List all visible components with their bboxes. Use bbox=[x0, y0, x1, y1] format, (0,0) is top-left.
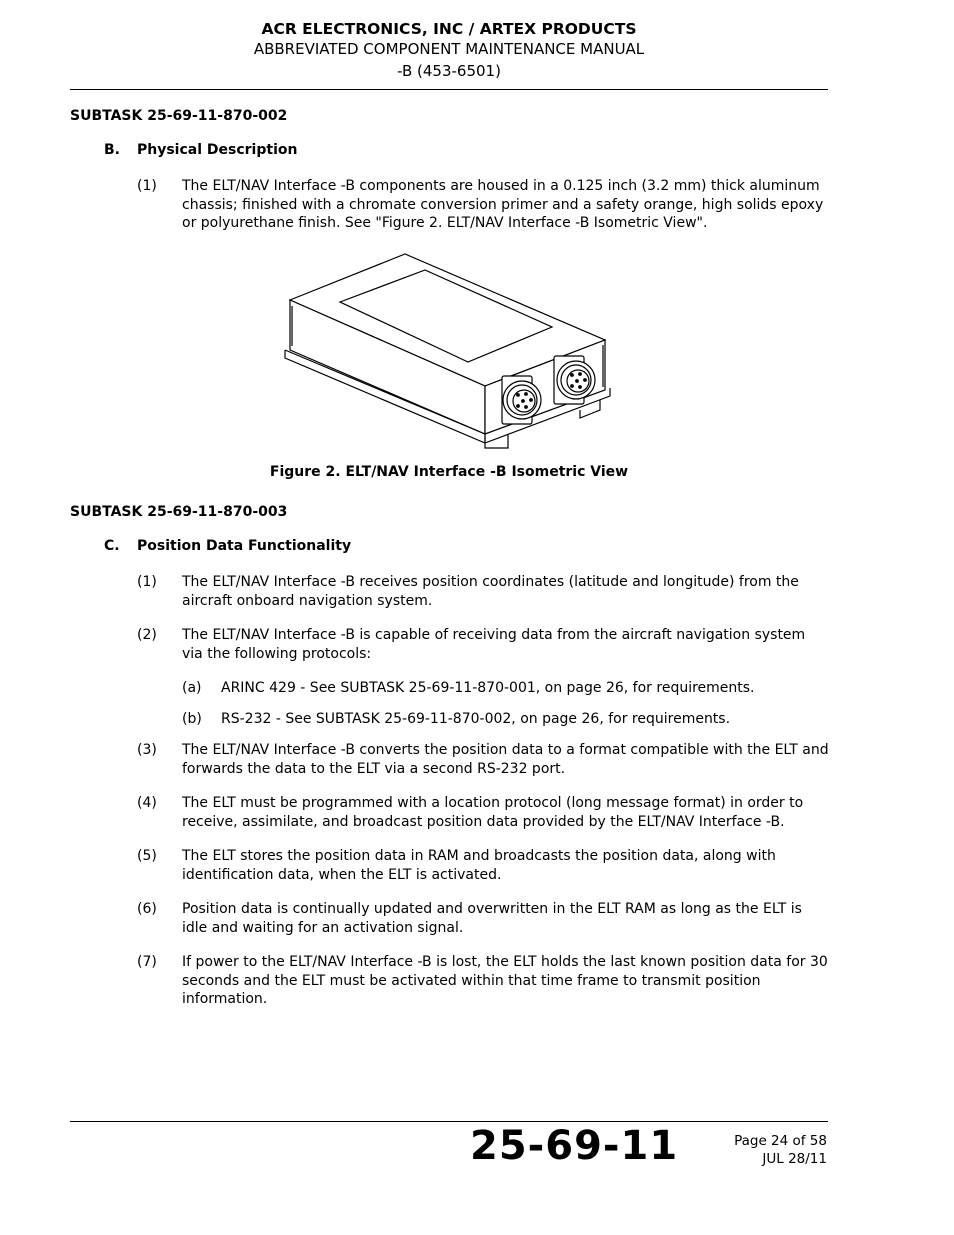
page-number: Page 24 of 58 bbox=[734, 1133, 827, 1149]
item-number: (1) bbox=[137, 178, 157, 194]
subtask-label-b: SUBTASK 25-69-11-870-002 bbox=[70, 108, 288, 124]
item-text: If power to the ELT/NAV Interface -B is lost, the ELT holds the last known position data for 30 seconds and the ELT must be activated within that time frame to transmit position information. bbox=[182, 954, 828, 1007]
ata-chapter-number: 25-69-11 bbox=[470, 1123, 679, 1169]
section-title-b: Physical Description bbox=[137, 142, 298, 158]
item-text: Position data is continually updated and overwritten in the ELT RAM as long as the ELT is idle and waiting for an activation signal. bbox=[182, 901, 802, 936]
item-number: (5) bbox=[137, 848, 157, 864]
item-number: (4) bbox=[137, 795, 157, 811]
item-number: (2) bbox=[137, 627, 157, 643]
subitem-number: (a) bbox=[182, 680, 202, 696]
item-text: The ELT must be programmed with a location protocol (long message format) in order to receive, assimilate, and broadcast position data provided by the ELT/NAV Interface -B. bbox=[182, 795, 804, 830]
subtask-label-c: SUBTASK 25-69-11-870-003 bbox=[70, 504, 288, 520]
item-number: (7) bbox=[137, 954, 157, 970]
subitem-text: RS-232 - See SUBTASK 25-69-11-870-002, on page 26, for requirements. bbox=[221, 711, 731, 727]
item-text: The ELT/NAV Interface -B receives position coordinates (latitude and longitude) from the aircraft onboard navigation system. bbox=[182, 574, 799, 609]
header-part-number: -B (453-6501) bbox=[397, 62, 501, 80]
item-text: The ELT/NAV Interface -B converts the position data to a format compatible with the ELT and forwards the data to the ELT via a second RS-232 port. bbox=[182, 742, 829, 777]
footer-rule bbox=[70, 1121, 828, 1122]
revision-date: JUL 28/11 bbox=[762, 1151, 827, 1167]
section-letter-c: C. bbox=[104, 538, 120, 554]
item-number: (3) bbox=[137, 742, 157, 758]
header-company: ACR ELECTRONICS, INC / ARTEX PRODUCTS bbox=[261, 20, 637, 38]
item-text: The ELT/NAV Interface -B components are housed in a 0.125 inch (3.2 mm) thick aluminum chassis; finished with a chromate conversion primer and a safety orange, high solids epoxy or polyurethane finish. See "Figure 2. ELT/NAV Interface -B Isometric View". bbox=[182, 178, 824, 231]
elt-nav-interface-isometric-figure bbox=[280, 250, 620, 450]
figure-caption: Figure 2. ELT/NAV Interface -B Isometric View bbox=[269, 464, 629, 480]
header-manual-title: ABBREVIATED COMPONENT MAINTENANCE MANUAL bbox=[253, 40, 645, 58]
subitem-text: ARINC 429 - See SUBTASK 25-69-11-870-001, on page 26, for requirements. bbox=[221, 680, 755, 696]
header-rule bbox=[70, 89, 828, 90]
section-title-c: Position Data Functionality bbox=[137, 538, 352, 554]
item-number: (1) bbox=[137, 574, 157, 590]
subitem-number: (b) bbox=[182, 711, 202, 727]
item-text: The ELT/NAV Interface -B is capable of receiving data from the aircraft navigation system via the following protocols: bbox=[182, 627, 806, 662]
item-text: The ELT stores the position data in RAM and broadcasts the position data, along with identification data, when the ELT is activated. bbox=[182, 848, 776, 883]
item-number: (6) bbox=[137, 901, 157, 917]
section-letter-b: B. bbox=[104, 142, 120, 158]
